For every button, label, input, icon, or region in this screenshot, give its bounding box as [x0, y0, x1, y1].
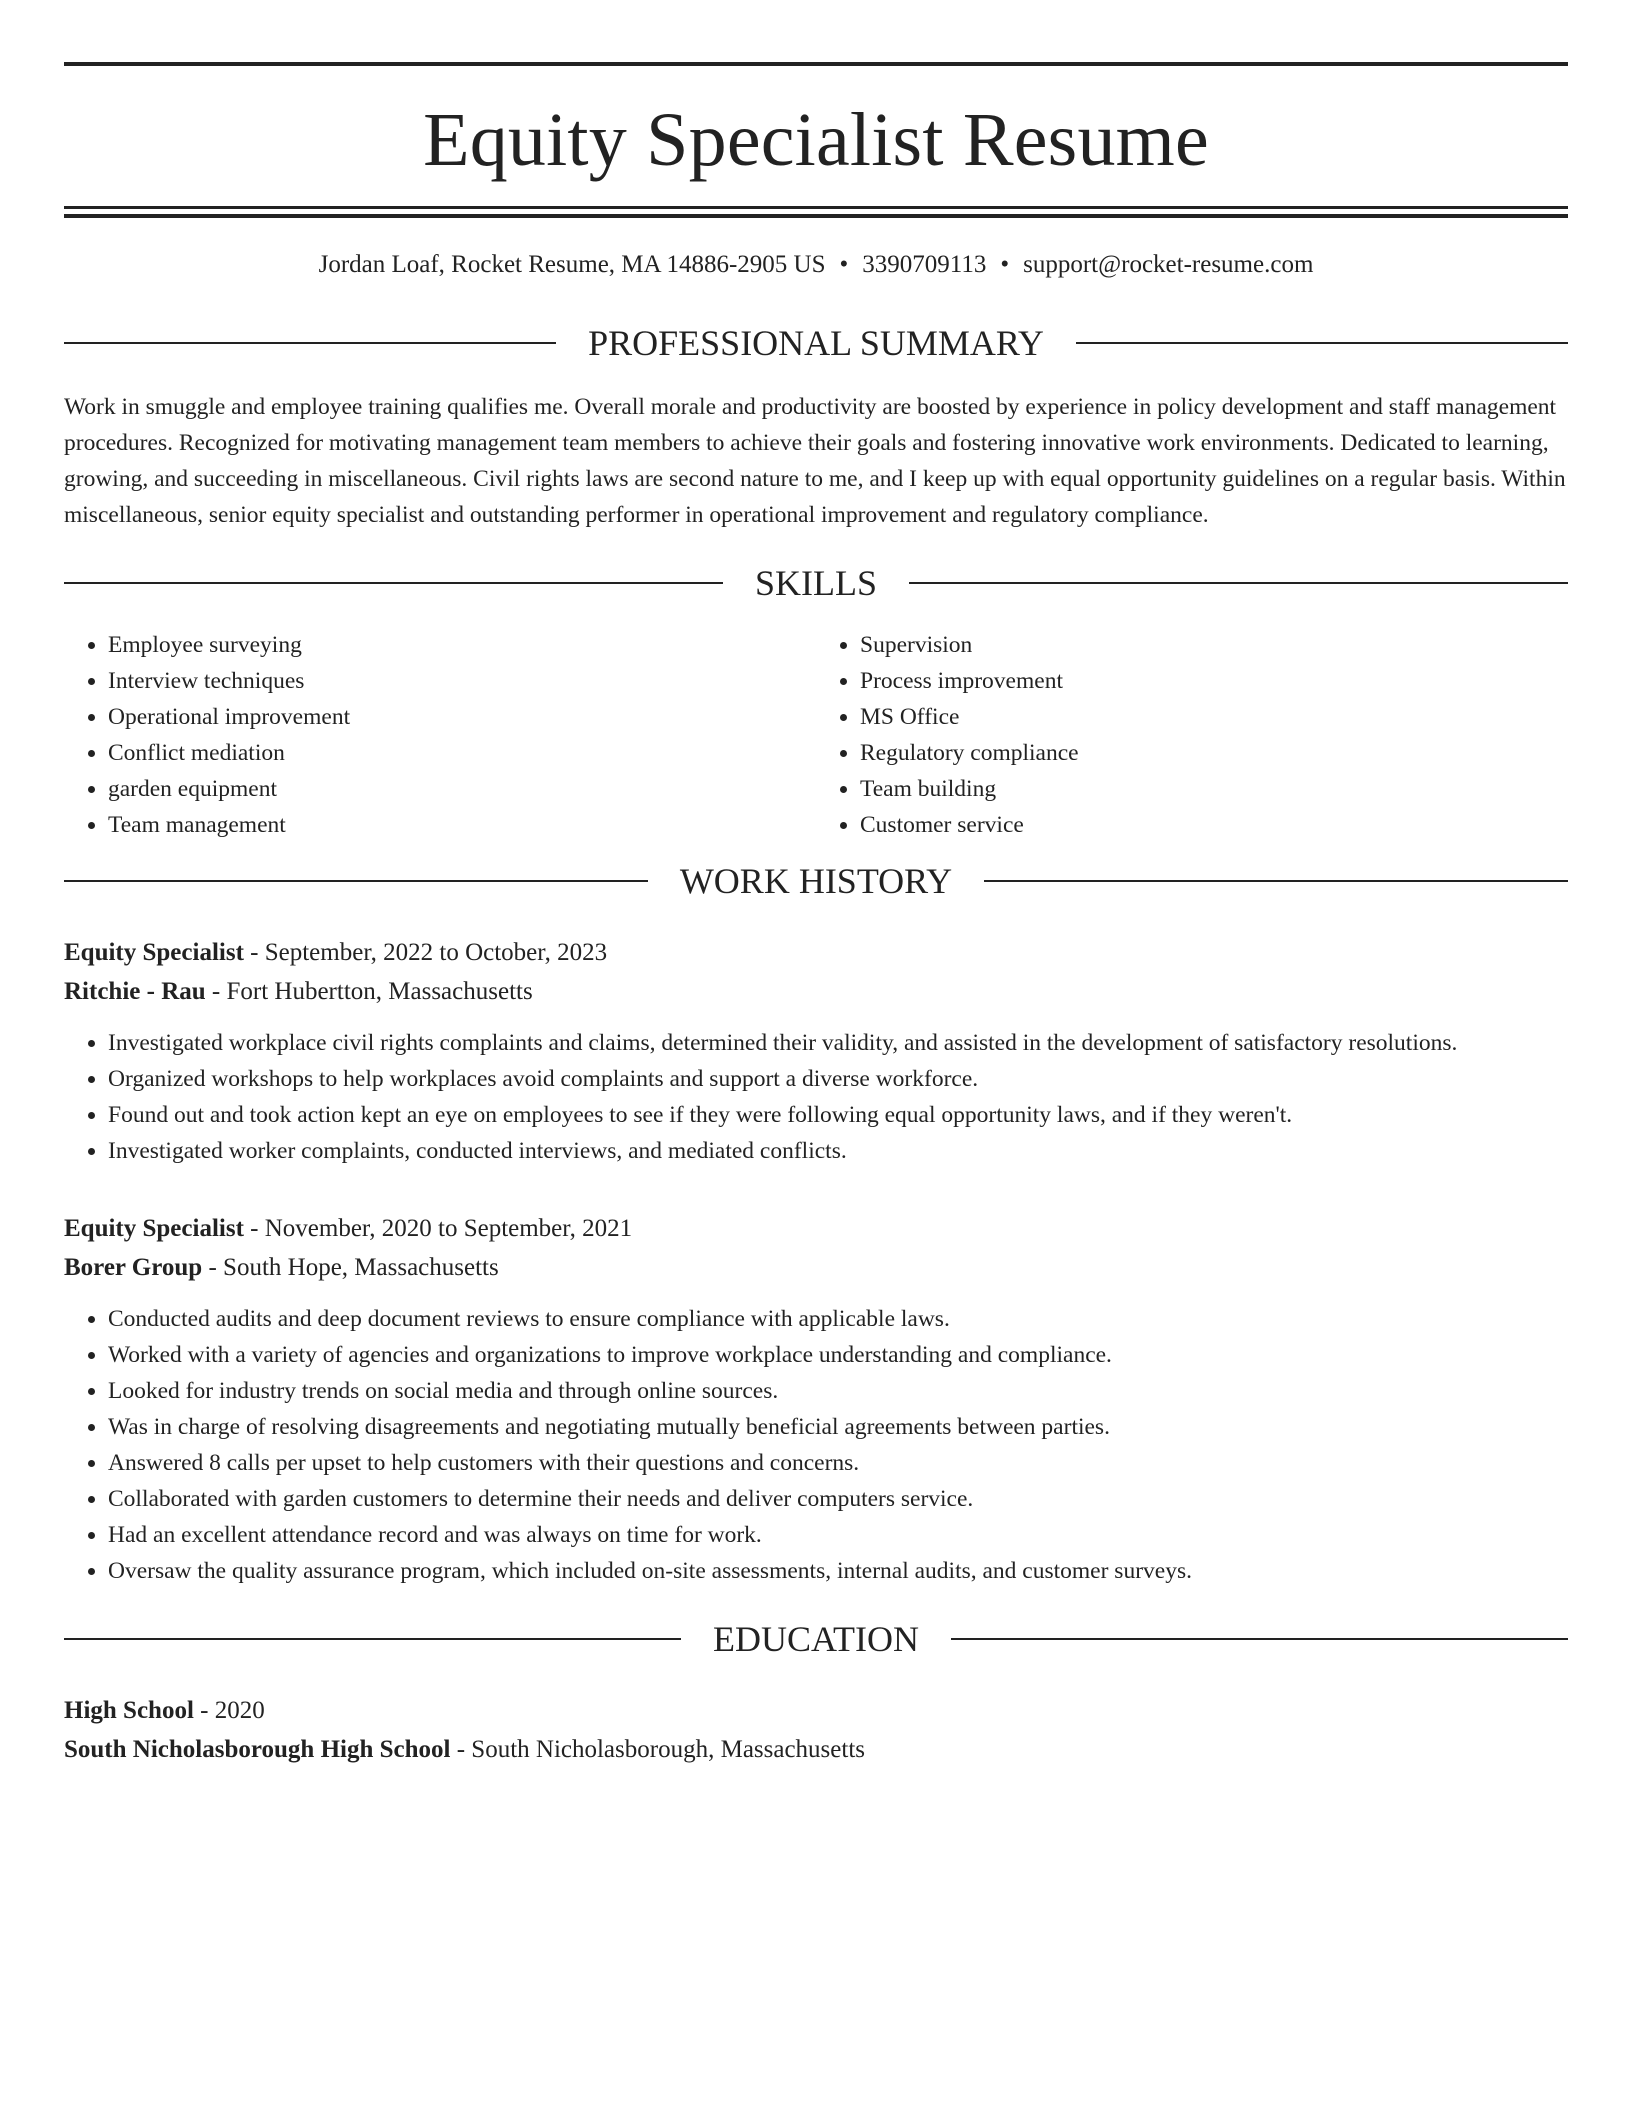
job-entry	[64, 933, 1568, 1169]
job-bullet: • Investigated worker complaints, conducted interviews, and mediated conflicts.	[108, 1133, 1568, 1169]
education-school-line	[64, 1730, 1568, 1769]
job-dates: - September, 2022 to October, 2023	[243, 939, 608, 966]
skill-item: • garden equipment	[108, 771, 816, 807]
skill-item: • MS Office	[860, 699, 1568, 735]
work-history-heading-label: WORK HISTORY	[679, 861, 953, 901]
skills-column-right	[816, 627, 1568, 843]
job-entry	[64, 1209, 1568, 1589]
job-bullet: • Had an excellent attendance record and was always on time for work.	[108, 1517, 1568, 1553]
skills-heading-label: SKILLS	[755, 563, 878, 603]
skill-item: • Team building	[860, 771, 1568, 807]
job-bullet: • Looked for industry trends on social media and through online sources.	[108, 1373, 1568, 1409]
summary-text: Work in smuggle and employee training qualifies me. Overall morale and productivity are boosted by experience in policy development and staff management procedures. Recognized for motivating management team members to achieve their goals and fostering innovative work environments. Dedicated to learning, growing, and succeeding in miscellaneous. Civil rights laws are second nature to me, and I keep up with equal opportunity guidelines on a regular basis. Within miscellaneous, senior equity specialist and outstanding performer in operational improvement and regulatory compliance.	[64, 394, 1566, 528]
job-bullet: • Found out and took action kept an eye on employees to see if they were following equal opportunity laws, and if they weren't.	[108, 1097, 1568, 1133]
skill-item: • Process improvement	[860, 663, 1568, 699]
job-dates: - November, 2020 to September, 2021	[243, 1215, 633, 1242]
education-entry	[64, 1691, 1568, 1769]
contact-separator: •	[1000, 251, 1010, 278]
job-title-line	[64, 1209, 1568, 1248]
summary-heading	[64, 325, 1568, 361]
education-heading	[64, 1621, 1568, 1657]
summary-heading-label: PROFESSIONAL SUMMARY	[588, 323, 1044, 363]
work-history-heading	[64, 863, 1568, 899]
contact-separator: •	[839, 251, 849, 278]
job-bullet: • Organized workshops to help workplaces avoid complaints and support a diverse workforce.	[108, 1061, 1568, 1097]
job-bullets	[64, 1025, 1568, 1169]
contact-phone: 3390709113	[862, 251, 987, 278]
education-degree-line	[64, 1691, 1568, 1730]
job-bullets	[64, 1301, 1568, 1589]
contact-address: Jordan Loaf, Rocket Resume, MA 14886-2905 US	[318, 251, 826, 278]
job-bullet: • Investigated workplace civil rights complaints and claims, determined their validity, and assisted in the development of satisfactory resolutions.	[108, 1025, 1568, 1061]
skill-item: • Regulatory compliance	[860, 735, 1568, 771]
education-heading-label: EDUCATION	[713, 1619, 919, 1659]
heading-rule-left	[64, 342, 556, 344]
heading-rule-right	[984, 880, 1568, 882]
skills-list	[64, 627, 1568, 843]
skill-item: • Customer service	[860, 807, 1568, 843]
job-bullet: • Answered 8 calls per upset to help customers with their questions and concerns.	[108, 1445, 1568, 1481]
contact-email: support@rocket-resume.com	[1023, 251, 1314, 278]
heading-rule-left	[64, 1638, 681, 1640]
heading-rule-right	[951, 1638, 1568, 1640]
job-company-line	[64, 1248, 1568, 1287]
job-bullet: • Conducted audits and deep document reviews to ensure compliance with applicable laws.	[108, 1301, 1568, 1337]
page-title: Equity Specialist Resume	[423, 98, 1209, 182]
job-bullet: • Worked with a variety of agencies and organizations to improve workplace understanding and compliance.	[108, 1337, 1568, 1373]
job-bullet: • Collaborated with garden customers to determine their needs and deliver computers service.	[108, 1481, 1568, 1517]
job-company: Borer Group	[64, 1254, 203, 1281]
job-company: Ritchie - Rau	[64, 978, 206, 1005]
skill-item: • Conflict mediation	[108, 735, 816, 771]
skills-heading	[64, 565, 1568, 601]
heading-rule-left	[64, 582, 723, 584]
job-bullet: • Oversaw the quality assurance program, which included on-site assessments, internal audits, and customer surveys.	[108, 1553, 1568, 1589]
top-rule	[64, 62, 1568, 66]
education-year: - 2020	[193, 1697, 265, 1724]
skill-item: • Operational improvement	[108, 699, 816, 735]
job-title-line	[64, 933, 1568, 972]
job-company-line	[64, 972, 1568, 1011]
heading-rule-left	[64, 880, 648, 882]
education-location: - South Nicholasborough, Massachusetts	[450, 1736, 866, 1763]
skill-item: • Employee surveying	[108, 627, 816, 663]
skill-item: • Interview techniques	[108, 663, 816, 699]
contact-line	[64, 252, 1568, 277]
title-double-rule	[64, 206, 1568, 218]
skill-item: • Supervision	[860, 627, 1568, 663]
education-degree: High School	[64, 1697, 194, 1724]
job-title: Equity Specialist	[64, 939, 244, 966]
heading-rule-right	[1076, 342, 1568, 344]
job-location: - South Hope, Massachusetts	[202, 1254, 499, 1281]
skill-item: • Team management	[108, 807, 816, 843]
skills-column-left	[64, 627, 816, 843]
heading-rule-right	[909, 582, 1568, 584]
job-bullet: • Was in charge of resolving disagreements and negotiating mutually beneficial agreements between parties.	[108, 1409, 1568, 1445]
education-school: South Nicholasborough High School	[64, 1736, 451, 1763]
job-location: - Fort Hubertton, Massachusetts	[205, 978, 533, 1005]
job-title: Equity Specialist	[64, 1215, 244, 1242]
